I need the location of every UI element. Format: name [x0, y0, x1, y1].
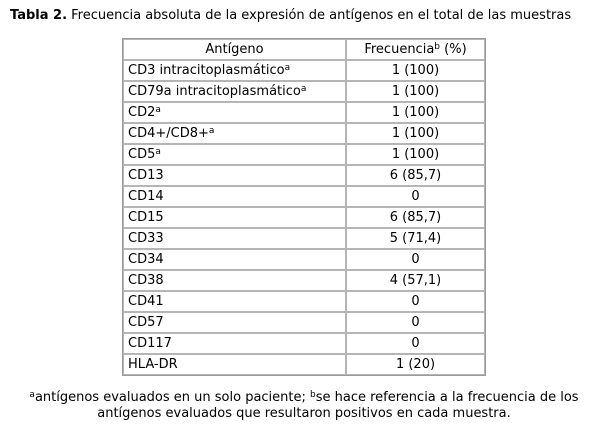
frequency-cell: 1 (100)	[346, 102, 485, 123]
antigen-footnote-marker: a	[155, 105, 161, 115]
frequency-cell: 1 (100)	[346, 60, 485, 81]
table-body	[123, 60, 485, 375]
frequency-cell: 1 (100)	[346, 81, 485, 102]
antigen-name: CD41	[128, 294, 164, 309]
table-row	[123, 123, 485, 144]
header-frequency-label: Frecuencia	[364, 42, 435, 57]
frequency-cell: 0	[346, 186, 485, 207]
caption-text: Frecuencia absoluta de la expresión de antígenos en el total de las muestras	[67, 8, 572, 23]
antigen-name: CD3 intracitoplasmático	[128, 63, 285, 78]
header-antigen: Antígeno	[123, 39, 346, 60]
table-row	[123, 81, 485, 102]
antigen-name: CD4+/CD8+	[128, 126, 209, 141]
antigen-cell	[123, 270, 346, 291]
antigen-cell	[123, 186, 346, 207]
table-footnote	[10, 390, 598, 422]
header-frequency	[346, 39, 485, 60]
frequency-cell: 0	[346, 312, 485, 333]
antigen-cell	[123, 81, 346, 102]
antigen-footnote-marker: a	[284, 63, 291, 73]
table-header-row	[123, 39, 485, 60]
table-row	[123, 207, 485, 228]
table-row	[123, 186, 485, 207]
antigen-cell	[123, 312, 346, 333]
antigen-name: CD2	[128, 105, 156, 120]
table-row	[123, 165, 485, 186]
antigen-footnote-marker: a	[300, 84, 307, 94]
frequency-cell: 6 (85,7)	[346, 207, 485, 228]
antigen-name: CD13	[128, 168, 164, 183]
antigen-frequency-table	[122, 38, 486, 376]
table-row	[123, 102, 485, 123]
antigen-name: CD15	[128, 210, 164, 225]
frequency-cell: 0	[346, 291, 485, 312]
antigen-name: CD79a intracitoplasmático	[128, 84, 301, 99]
antigen-footnote-marker: a	[155, 147, 161, 157]
antigen-footnote-marker: a	[208, 126, 215, 136]
caption-label: Tabla 2.	[10, 8, 68, 23]
footnote-sup-b: b	[310, 390, 316, 400]
frequency-cell: 0	[346, 249, 485, 270]
antigen-cell	[123, 228, 346, 249]
table-row	[123, 60, 485, 81]
table-row	[123, 228, 485, 249]
antigen-cell	[123, 249, 346, 270]
table-row	[123, 144, 485, 165]
antigen-cell	[123, 123, 346, 144]
antigen-name: CD5	[128, 147, 156, 162]
antigen-name: CD33	[128, 231, 164, 246]
antigen-cell	[123, 102, 346, 123]
table-row	[123, 249, 485, 270]
antigen-name: HLA-DR	[128, 357, 178, 372]
footnote-text-b: se hace referencia a la frecuencia de los antígenos evaluados que resultaron positivos en cada muestra.	[97, 390, 579, 421]
antigen-cell	[123, 207, 346, 228]
header-frequency-sup: b	[434, 42, 441, 52]
antigen-name: CD38	[128, 273, 164, 288]
frequency-cell: 6 (85,7)	[346, 165, 485, 186]
antigen-cell	[123, 333, 346, 354]
footnote-sup-a: a	[29, 390, 35, 400]
frequency-cell: 5 (71,4)	[346, 228, 485, 249]
table-caption	[10, 8, 571, 24]
antigen-name: CD57	[128, 315, 164, 330]
frequency-cell: 1 (100)	[346, 144, 485, 165]
table-row	[123, 354, 485, 375]
table-row	[123, 270, 485, 291]
frequency-cell: 0	[346, 333, 485, 354]
table-row	[123, 312, 485, 333]
antigen-cell	[123, 165, 346, 186]
antigen-cell	[123, 144, 346, 165]
footnote-text-a: antígenos evaluados en un solo paciente;	[34, 390, 311, 405]
header-frequency-unit: (%)	[440, 42, 467, 57]
antigen-cell	[123, 354, 346, 375]
antigen-name: CD117	[128, 336, 172, 351]
frequency-cell: 4 (57,1)	[346, 270, 485, 291]
frequency-cell: 1 (20)	[346, 354, 485, 375]
antigen-name: CD14	[128, 189, 164, 204]
frequency-cell: 1 (100)	[346, 123, 485, 144]
table-row	[123, 291, 485, 312]
antigen-name: CD34	[128, 252, 164, 267]
table-row	[123, 333, 485, 354]
antigen-cell	[123, 291, 346, 312]
antigen-cell	[123, 60, 346, 81]
